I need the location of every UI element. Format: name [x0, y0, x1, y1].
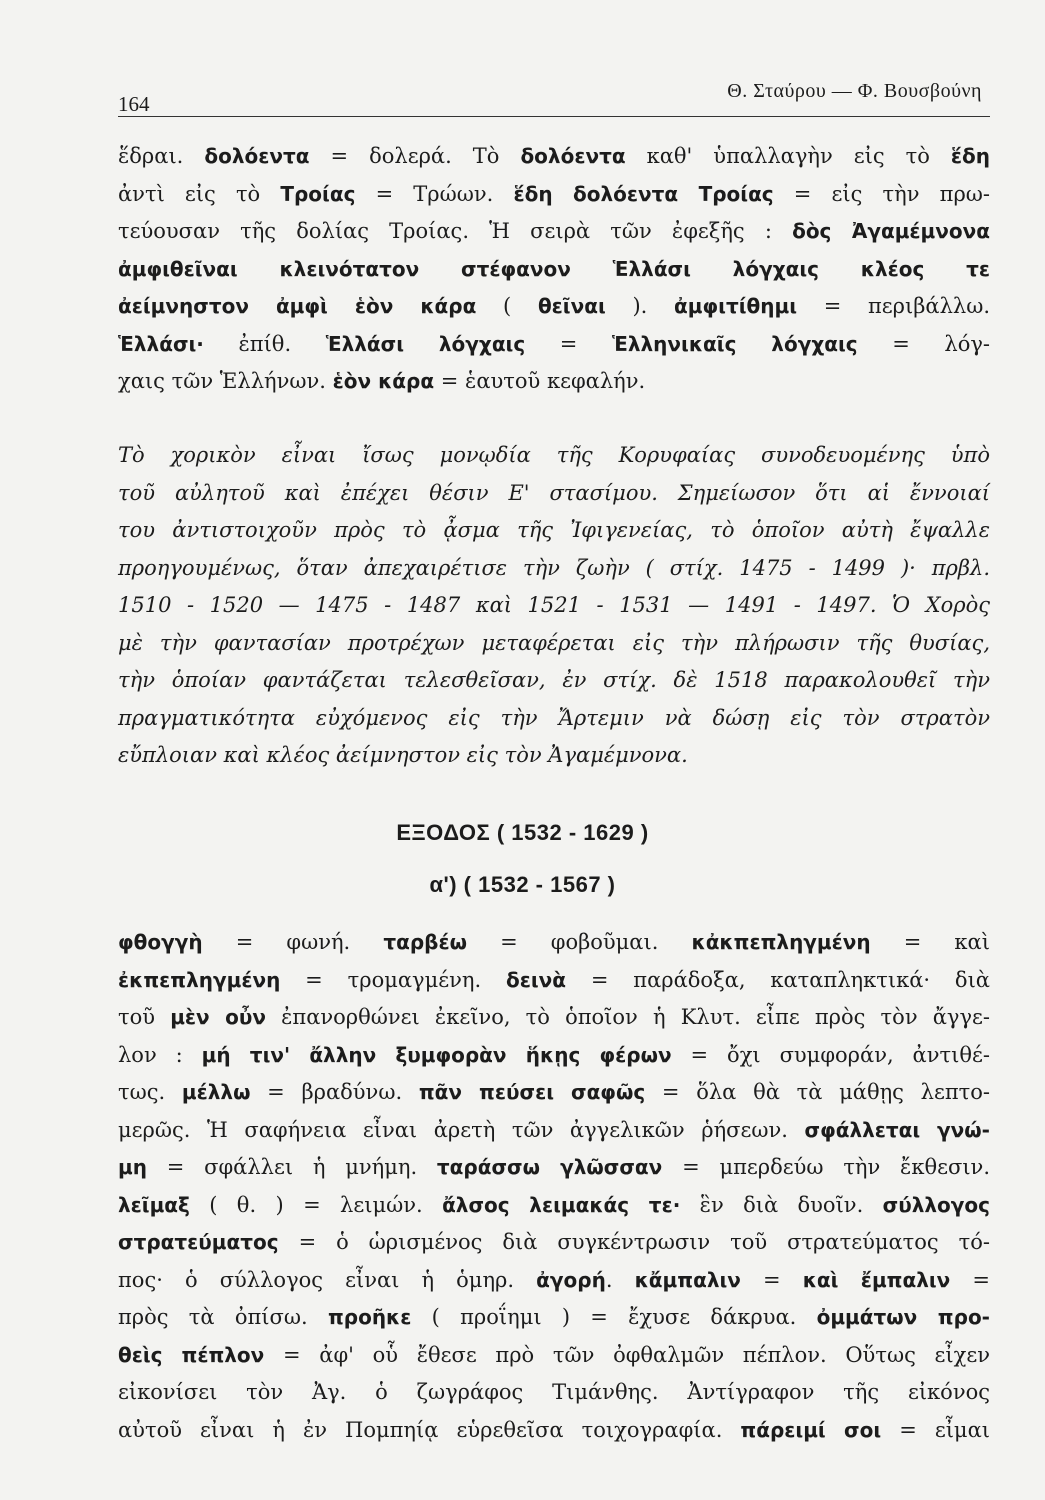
lemma-bold: σφάλλεται γνώ-: [804, 1117, 990, 1142]
gloss-text: (: [476, 294, 538, 318]
subsection-heading: α') ( 1532 - 1567 ): [429, 872, 616, 897]
gloss-text: = σφάλλει ἡ μνήμη.: [146, 1155, 437, 1179]
lemma-bold: Ἑλληνικαῖς λόγχαις: [611, 331, 858, 356]
lemma-bold: δολόεντα: [520, 144, 626, 168]
gloss-text: = εἰς τὴν πρω-: [773, 181, 991, 206]
lemma-bold: ἀείμνηστον ἀμφὶ ἑὸν κάρα: [118, 294, 477, 318]
gloss-text: μερῶς. Ἡ σαφήνεια εἶναι ἀρετὴ τῶν ἀγγελικῶν ῥήσεων.: [118, 1117, 805, 1142]
gloss-text: πρὸς τὰ ὀπίσω.: [118, 1305, 328, 1329]
gloss-text: τεύουσαν τῆς δολίας Τροίας. Ἡ σειρὰ τῶν ἐφεξῆς :: [118, 219, 793, 243]
text-line: [118, 1299, 990, 1337]
gloss-text: χαις τῶν Ἑλλήνων.: [118, 369, 333, 393]
gloss-text: ( θ. ) = λειμών.: [189, 1192, 443, 1217]
text-line: τὴν ὁποίαν φαντάζεται τελεσθεῖσαν, ἐν στίχ. δὲ 1518 παρακολουθεῖ τὴν: [118, 668, 990, 692]
gloss-text: = ὁ ὡρισμένος διὰ συγκέντρωσιν τοῦ στρατεύματος τό-: [278, 1230, 990, 1254]
gloss-text: ἓν διὰ δυοῖν.: [680, 1192, 883, 1217]
gloss-text: = εἶμαι: [881, 1417, 990, 1442]
lemma-bold: πᾶν πεύσει σαφῶς: [418, 1080, 646, 1104]
lemma-bold: στρατεύματος: [118, 1230, 279, 1254]
lemma-bold: ἕδη δολόεντα Τροίας: [513, 181, 774, 206]
text-line: [118, 1262, 990, 1300]
text-line: τοῦ αὐλητοῦ καὶ ἐπέχει θέσιν Ε' στασίμου. Σημείωσον ὅτι αἱ ἔννοιαί: [118, 480, 990, 505]
gloss-text: =: [950, 1267, 990, 1292]
lemma-bold: πάρειμί σοι: [740, 1417, 882, 1442]
lemma-bold: σύλλογος: [882, 1192, 990, 1217]
lemma-bold: θεῖναι: [537, 294, 606, 318]
lemma-bold: δεινὰ: [505, 967, 567, 992]
lemma-bold: ἑὸν κάρα: [332, 369, 435, 393]
text-line: [118, 924, 990, 962]
gloss-text: εἰκονίσει τὸν Ἀγ. ὁ ζωγράφος Τιμάνθης. Ἀντίγραφον τῆς εἰκόνος: [118, 1380, 990, 1404]
text-line: [118, 288, 990, 326]
text-line: προηγουμένως, ὅταν ἀπεχαιρέτισε τὴν ζωὴν ( στίχ. 1475 - 1499 )· πρβλ.: [118, 555, 990, 580]
lemma-bold: λεῖμαξ: [118, 1192, 190, 1217]
lemma-bold: ἀμφιτίθημι: [674, 294, 797, 318]
lemma-bold: μη: [118, 1155, 147, 1179]
gloss-text: ( προΐημι ) = ἔχυσε δάκρυα.: [411, 1305, 817, 1329]
gloss-text: = Τρώων.: [355, 181, 514, 206]
text-line: του ἀντιστοιχοῦν πρὸς τὸ ᾆσμα τῆς Ἰφιγενείας, τὸ ὁποῖον αὐτὴ ἔψαλλε: [118, 518, 990, 542]
gloss-text: =: [525, 331, 612, 356]
commentary-paragraph-2: [118, 437, 990, 775]
gloss-text: = ἀφ' οὗ ἔθεσε πρὸ τῶν ὀφθαλμῶν πέπλον. Οὕτως εἶχεν: [264, 1342, 990, 1367]
gloss-text: ἐπανορθώνει ἐκεῖνο, τὸ ὁποῖον ἡ Κλυτ. εἶπε πρὸς τὸν ἄγγε-: [265, 1005, 990, 1029]
text-line: [118, 1374, 990, 1412]
gloss-text: καθ' ὑπαλλαγὴν εἰς τὸ: [625, 144, 951, 168]
lemma-bold: μέλλω: [181, 1080, 251, 1104]
gloss-text: = φοβοῦμαι.: [466, 930, 692, 954]
gloss-text: ).: [605, 294, 675, 318]
page-number: 164: [118, 92, 150, 116]
text-line: [118, 1149, 990, 1187]
lemma-bold: ὀμμάτων προ-: [816, 1305, 990, 1329]
text-line: [118, 1337, 990, 1375]
lemma-bold: ἐκπεπληγμένη: [118, 967, 281, 992]
lemma-bold: Τροίας: [280, 181, 356, 206]
lemma-bold: δολόεντα: [204, 144, 310, 168]
gloss-text: = ὅλα θὰ τὰ μάθῃς λεπτο-: [645, 1080, 991, 1104]
text-line: [118, 1112, 990, 1150]
text-line: [118, 251, 990, 289]
gloss-text: = τρομαγμένη.: [280, 967, 506, 992]
text-line: [118, 363, 990, 401]
gloss-text: = καὶ: [870, 930, 990, 954]
lemma-bold: φθογγὴ: [118, 930, 203, 954]
lemma-bold: καὶ ἔμπαλιν: [802, 1267, 951, 1292]
text-line: [118, 999, 990, 1037]
text-line: [118, 962, 990, 1000]
gloss-text: = παράδοξα, καταπληκτικά· διὰ: [566, 967, 990, 992]
lemma-bold: θεὶς πέπλον: [118, 1342, 265, 1367]
lemma-bold: ἀμφιθεῖναι κλεινότατον στέφανον Ἑλλάσι λόγχαις κλέος τε: [118, 256, 990, 281]
running-header: [118, 80, 990, 117]
lemma-bold: προῆκε: [327, 1305, 412, 1329]
lemma-bold: κἀκπεπληγμένη: [691, 930, 871, 954]
text-line: πραγματικότητα εὐχόμενος εἰς τὴν Ἄρτεμιν νὰ δώσῃ εἰς τὸν στρατὸν: [118, 705, 990, 730]
lemma-bold: ταράσσω γλῶσσαν: [436, 1155, 663, 1179]
section-heading: ΕΞΟΔΟΣ ( 1532 - 1629 ): [396, 820, 649, 845]
gloss-text: = ἑαυτοῦ κεφαλήν.: [434, 369, 646, 393]
gloss-text: λον :: [118, 1042, 202, 1067]
lemma-bold: ἀγορή: [536, 1267, 606, 1292]
text-line: Τὸ χορικὸν εἶναι ἴσως μονῳδία τῆς Κορυφαίας συνοδευομένης ὑπὸ: [118, 443, 990, 467]
running-title: Θ. Σταύρου — Φ. Βουσβούνη: [727, 80, 982, 102]
text-line: 1510 - 1520 — 1475 - 1487 καὶ 1521 - 1531 — 1491 - 1497. Ὁ Χορὸς: [118, 593, 990, 617]
gloss-text: ἕδραι.: [118, 144, 205, 168]
gloss-text: = φωνή.: [202, 930, 384, 954]
text-line: εὔπλοιαν καὶ κλέος ἀείμνηστον εἰς τὸν Ἀγαμέμνονα.: [118, 743, 688, 767]
text-line: [118, 138, 990, 176]
gloss-text: πος· ὁ σύλλογος εἶναι ἡ ὁμηρ.: [118, 1267, 537, 1292]
lemma-bold: Ἑλλάσι λόγχαις: [325, 331, 526, 356]
gloss-text: = δολερά. Τὸ: [309, 144, 521, 168]
gloss-text: τως.: [118, 1080, 182, 1104]
lemma-bold: κἄμπαλιν: [634, 1267, 741, 1292]
text-line: [118, 176, 990, 214]
gloss-text: .: [605, 1267, 635, 1292]
gloss-text: = βραδύνω.: [250, 1080, 419, 1104]
lemma-bold: ἕδη: [950, 144, 991, 168]
text-line: [118, 326, 990, 364]
lemma-bold: Ἑλλάσι·: [118, 331, 204, 356]
lemma-bold: μὲν οὖν: [170, 1005, 266, 1029]
text-line: μὲ τὴν φαντασίαν προτρέχων μεταφέρεται εἰς τὴν πλήρωσιν τῆς θυσίας,: [118, 630, 990, 655]
text-line: [118, 1412, 990, 1450]
gloss-text: τοῦ: [118, 1005, 171, 1029]
lemma-bold: μή τιν' ἄλλην ξυμφορὰν ἥκῃς φέρων: [201, 1042, 672, 1067]
gloss-text: αὐτοῦ εἶναι ἡ ἐν Πομπηίᾳ εὑρεθεῖσα τοιχογραφία.: [118, 1417, 741, 1442]
gloss-text: =: [740, 1267, 803, 1292]
gloss-text: = ὄχι συμφοράν, ἀντιθέ-: [671, 1042, 990, 1067]
gloss-text: ἀντὶ εἰς τὸ: [118, 181, 281, 206]
lemma-bold: δὸς Ἀγαμέμνονα: [792, 219, 990, 243]
text-line: [118, 1074, 990, 1112]
lemma-bold: ταρβέω: [383, 930, 467, 954]
gloss-text: = λόγ-: [857, 331, 990, 356]
text-line: [118, 1037, 990, 1075]
gloss-text: = μπερδεύω τὴν ἔκθεσιν.: [662, 1155, 990, 1179]
lemma-bold: ἄλσος λειμακάς τε·: [442, 1192, 681, 1217]
gloss-text: ἐπίθ.: [203, 331, 326, 356]
commentary-paragraph-1: [118, 138, 990, 401]
text-line: [118, 1224, 990, 1262]
text-line: [118, 213, 990, 251]
text-line: [118, 1187, 990, 1225]
commentary-paragraph-3: [118, 924, 990, 1449]
gloss-text: = περιβάλλω.: [797, 294, 991, 318]
